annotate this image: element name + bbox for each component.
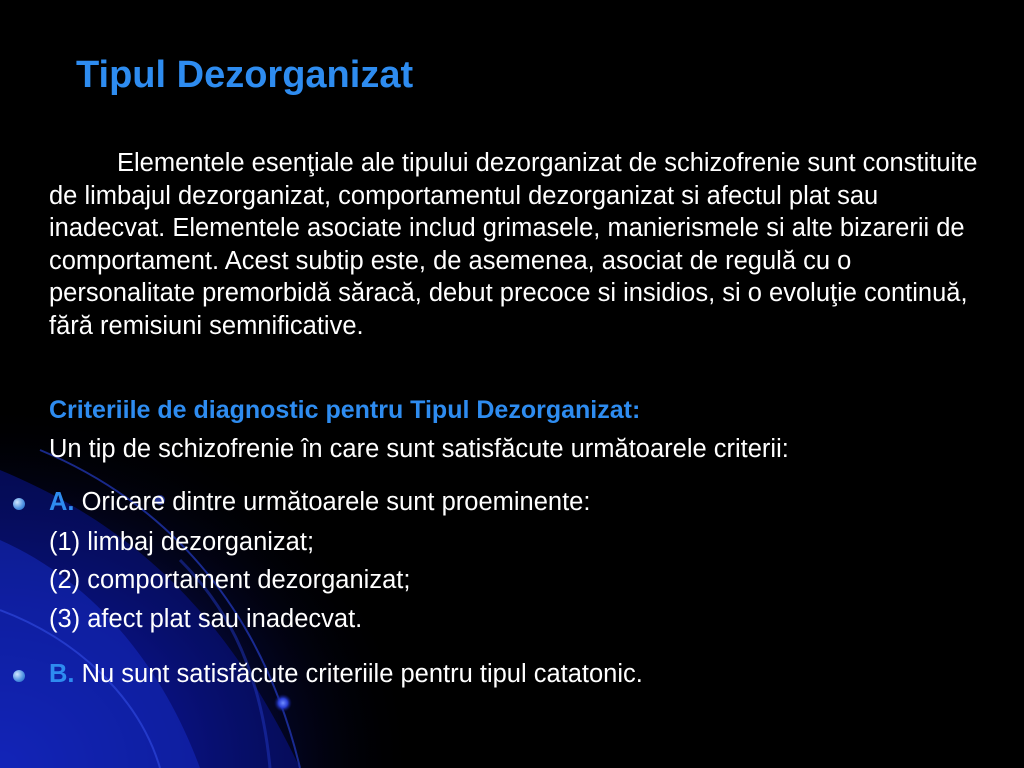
slide-title: Tipul Dezorganizat bbox=[76, 54, 414, 96]
criteria-heading: Criteriile de diagnostic pentru Tipul Dezorganizat: bbox=[49, 396, 641, 424]
bullet-a-text: Oricare dintre următoarele sunt proeminente: bbox=[81, 488, 591, 516]
bullet-b-letter: B. bbox=[49, 660, 75, 688]
bullet-icon bbox=[13, 498, 25, 510]
bullet-icon bbox=[13, 670, 25, 682]
bullet-a-letter: A. bbox=[49, 488, 75, 516]
criteria-item: (3) afect plat sau inadecvat. bbox=[49, 605, 363, 633]
criteria-item: (1) limbaj dezorganizat; bbox=[49, 528, 315, 556]
bullet-a-line bbox=[49, 488, 590, 517]
bullet-b-text: Nu sunt satisfăcute criteriile pentru tipul catatonic. bbox=[81, 660, 643, 688]
bullet-b-line bbox=[49, 660, 643, 689]
criteria-item: (2) comportament dezorganizat; bbox=[49, 566, 411, 594]
description-paragraph: Elementele esenţiale ale tipului dezorganizat de schizofrenie sunt constituite de limbajul dezorganizat, comportamentul dezorganizat si afectul plat sau inadecvat. Elementele asociate includ grimasele, manierismele si alte bizarerii de comportament. Acest subtip este, de asemenea, asociat de regulă cu o personalitate premorbidă săracă, debut precoce si insidios, si o evoluţie continuă, fără remisiuni semnificative. bbox=[49, 149, 978, 340]
criteria-intro: Un tip de schizofrenie în care sunt satisfăcute următoarele criterii: bbox=[49, 435, 789, 463]
